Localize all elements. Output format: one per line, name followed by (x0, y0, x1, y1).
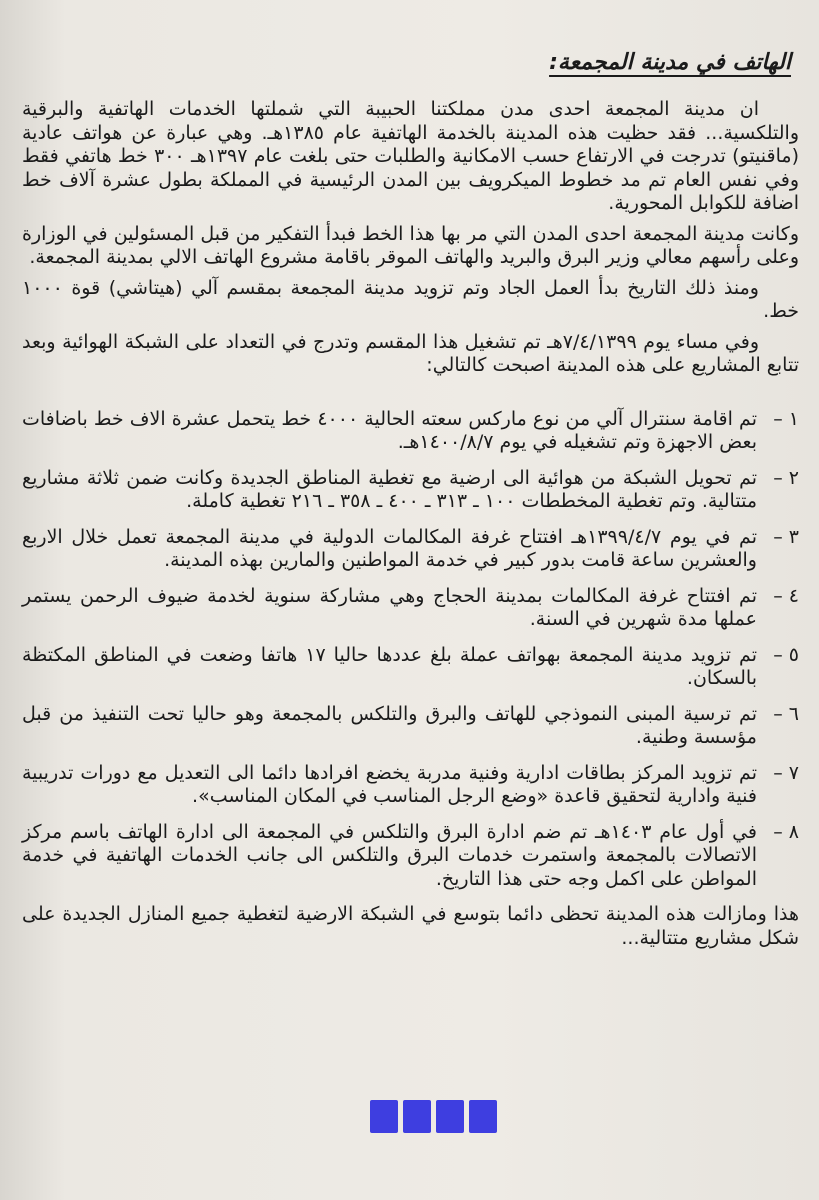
list-item (22, 821, 799, 892)
list-item (22, 467, 799, 514)
item-number: ٦ – (773, 702, 799, 725)
projects-list (22, 408, 799, 892)
item-text: تم تزويد المركز بطاقات ادارية وفنية مدربة يخضع افرادها دائما الى التعديل مع دورات تدريبية فنية وادارية لتحقيق قاعدة «وضع الرجل المناسب في المكان المناسب». (22, 761, 757, 807)
page-title: الهاتف في مدينة المجمعة: (549, 50, 791, 75)
item-text: تم تزويد مدينة المجمعة بهواتف عملة بلغ عددها حاليا ١٧ هاتفا وضعت في المناطق المكتظة بالسكان. (22, 643, 757, 689)
list-item (22, 703, 799, 750)
footer-square (469, 1100, 497, 1133)
footer-square (403, 1100, 431, 1133)
list-item (22, 644, 799, 691)
item-number: ٧ – (773, 761, 799, 784)
footer-square (436, 1100, 464, 1133)
page-footer-ornament (370, 1100, 497, 1133)
item-text: تم ترسية المبنى النموذجي للهاتف والبرق والتلكس بالمجمعة وهو حاليا تحت التنفيذ من قبل مؤسسة وطنية. (22, 702, 757, 748)
footer-square (370, 1100, 398, 1133)
item-number: ٣ – (773, 525, 799, 548)
item-number: ٨ – (773, 820, 799, 843)
intro-paragraph: وكانت مدينة المجمعة احدى المدن التي مر بها هذا الخط فبدأ التفكير من قبل المسئولين في الوزارة وعلى رأسهم معالي وزير البرق والبريد والهاتف الموقر باقامة مشروع الهاتف الالي بمدينة المجمعة. (22, 222, 799, 268)
intro-paragraph: وفي مساء يوم ٧/٤/١٣٩٩هـ تم تشغيل هذا المقسم وتدرج في التعداد على الشبكة الهوائية وبعد تتابع المشاريع على هذه المدينة اصبحت كالتالي: (22, 330, 799, 376)
item-text: تم افتتاح غرفة المكالمات بمدينة الحجاج وهي مشاركة سنوية لخدمة ضيوف الرحمن يستمر عملها مدة شهرين في السنة. (22, 584, 757, 630)
closing-paragraph: هذا ومازالت هذه المدينة تحظى دائما بتوسع في الشبكة الارضية لتغطية جميع المنازل الجديدة على شكل مشاريع متتالية... (22, 903, 799, 949)
item-number: ٤ – (773, 584, 799, 607)
list-item (22, 585, 799, 632)
item-number: ١ – (773, 407, 799, 430)
list-item (22, 526, 799, 573)
item-text: تم في يوم ١٣٩٩/٤/٧هـ افتتاح غرفة المكالمات الدولية في مدينة المجمعة تعمل خلال الاربع والعشرين ساعة قامت بدور كبير في خدمة المواطنين والمارين بهذه المدينة. (22, 525, 757, 571)
item-text: تم تحويل الشبكة من هوائية الى ارضية مع تغطية المناطق الجديدة وكانت ضمن ثلاثة مشاريع متتالية. وتم تغطية المخططات ١٠٠ ـ ٣١٣ ـ ٤٠٠ ـ ٣٥٨ ـ ٢١٦ تغطية كاملة. (22, 466, 757, 512)
item-text: في أول عام ١٤٠٣هـ تم ضم ادارة البرق والتلكس في المجمعة الى ادارة الهاتف باسم مركز الاتصالات بالمجمعة واستمرت خدمات البرق والتلكس الى جانب الخدمات الهاتفية في خدمة المواطن على اكمل وجه حتى هذا التاريخ. (22, 820, 757, 890)
page-content (22, 48, 799, 950)
intro-paragraph: ومنذ ذلك التاريخ بدأ العمل الجاد وتم تزويد مدينة المجمعة بمقسم آلي (هيتاشي) قوة ١٠٠٠ خط. (22, 276, 799, 322)
intro-section (22, 98, 799, 378)
intro-paragraph: ان مدينة المجمعة احدى مدن مملكتنا الحبيبة التي شملتها الخدمات الهاتفية والبرقية والتلكسية... فقد حظيت هذه المدينة بالخدمة الهاتفية عام ١٣٨٥هـ. وهي عبارة عن هواتف عادية (ماقنيتو) تدرجت في الارتفاع حسب الامكانية والطلبات حتى بلغت عام ١٣٩٧هـ ٣٠٠ خط هاتفي فقط وفي نفس العام تم مد خطوط الميكرويف بين المدن الرئيسية في المملكة بطول عشرة آلاف خط اضافة للكوابل المحورية. (22, 98, 799, 214)
list-item (22, 408, 799, 455)
item-number: ٥ – (773, 643, 799, 666)
item-text: تم اقامة سنترال آلي من نوع ماركس سعته الحالية ٤٠٠٠ خط يتحمل عشرة الاف خط باضافات بعض الاجهزة وتم تشغيله في يوم ١٤٠٠/٨/٧هـ. (22, 407, 757, 453)
item-number: ٢ – (773, 466, 799, 489)
list-item (22, 762, 799, 809)
